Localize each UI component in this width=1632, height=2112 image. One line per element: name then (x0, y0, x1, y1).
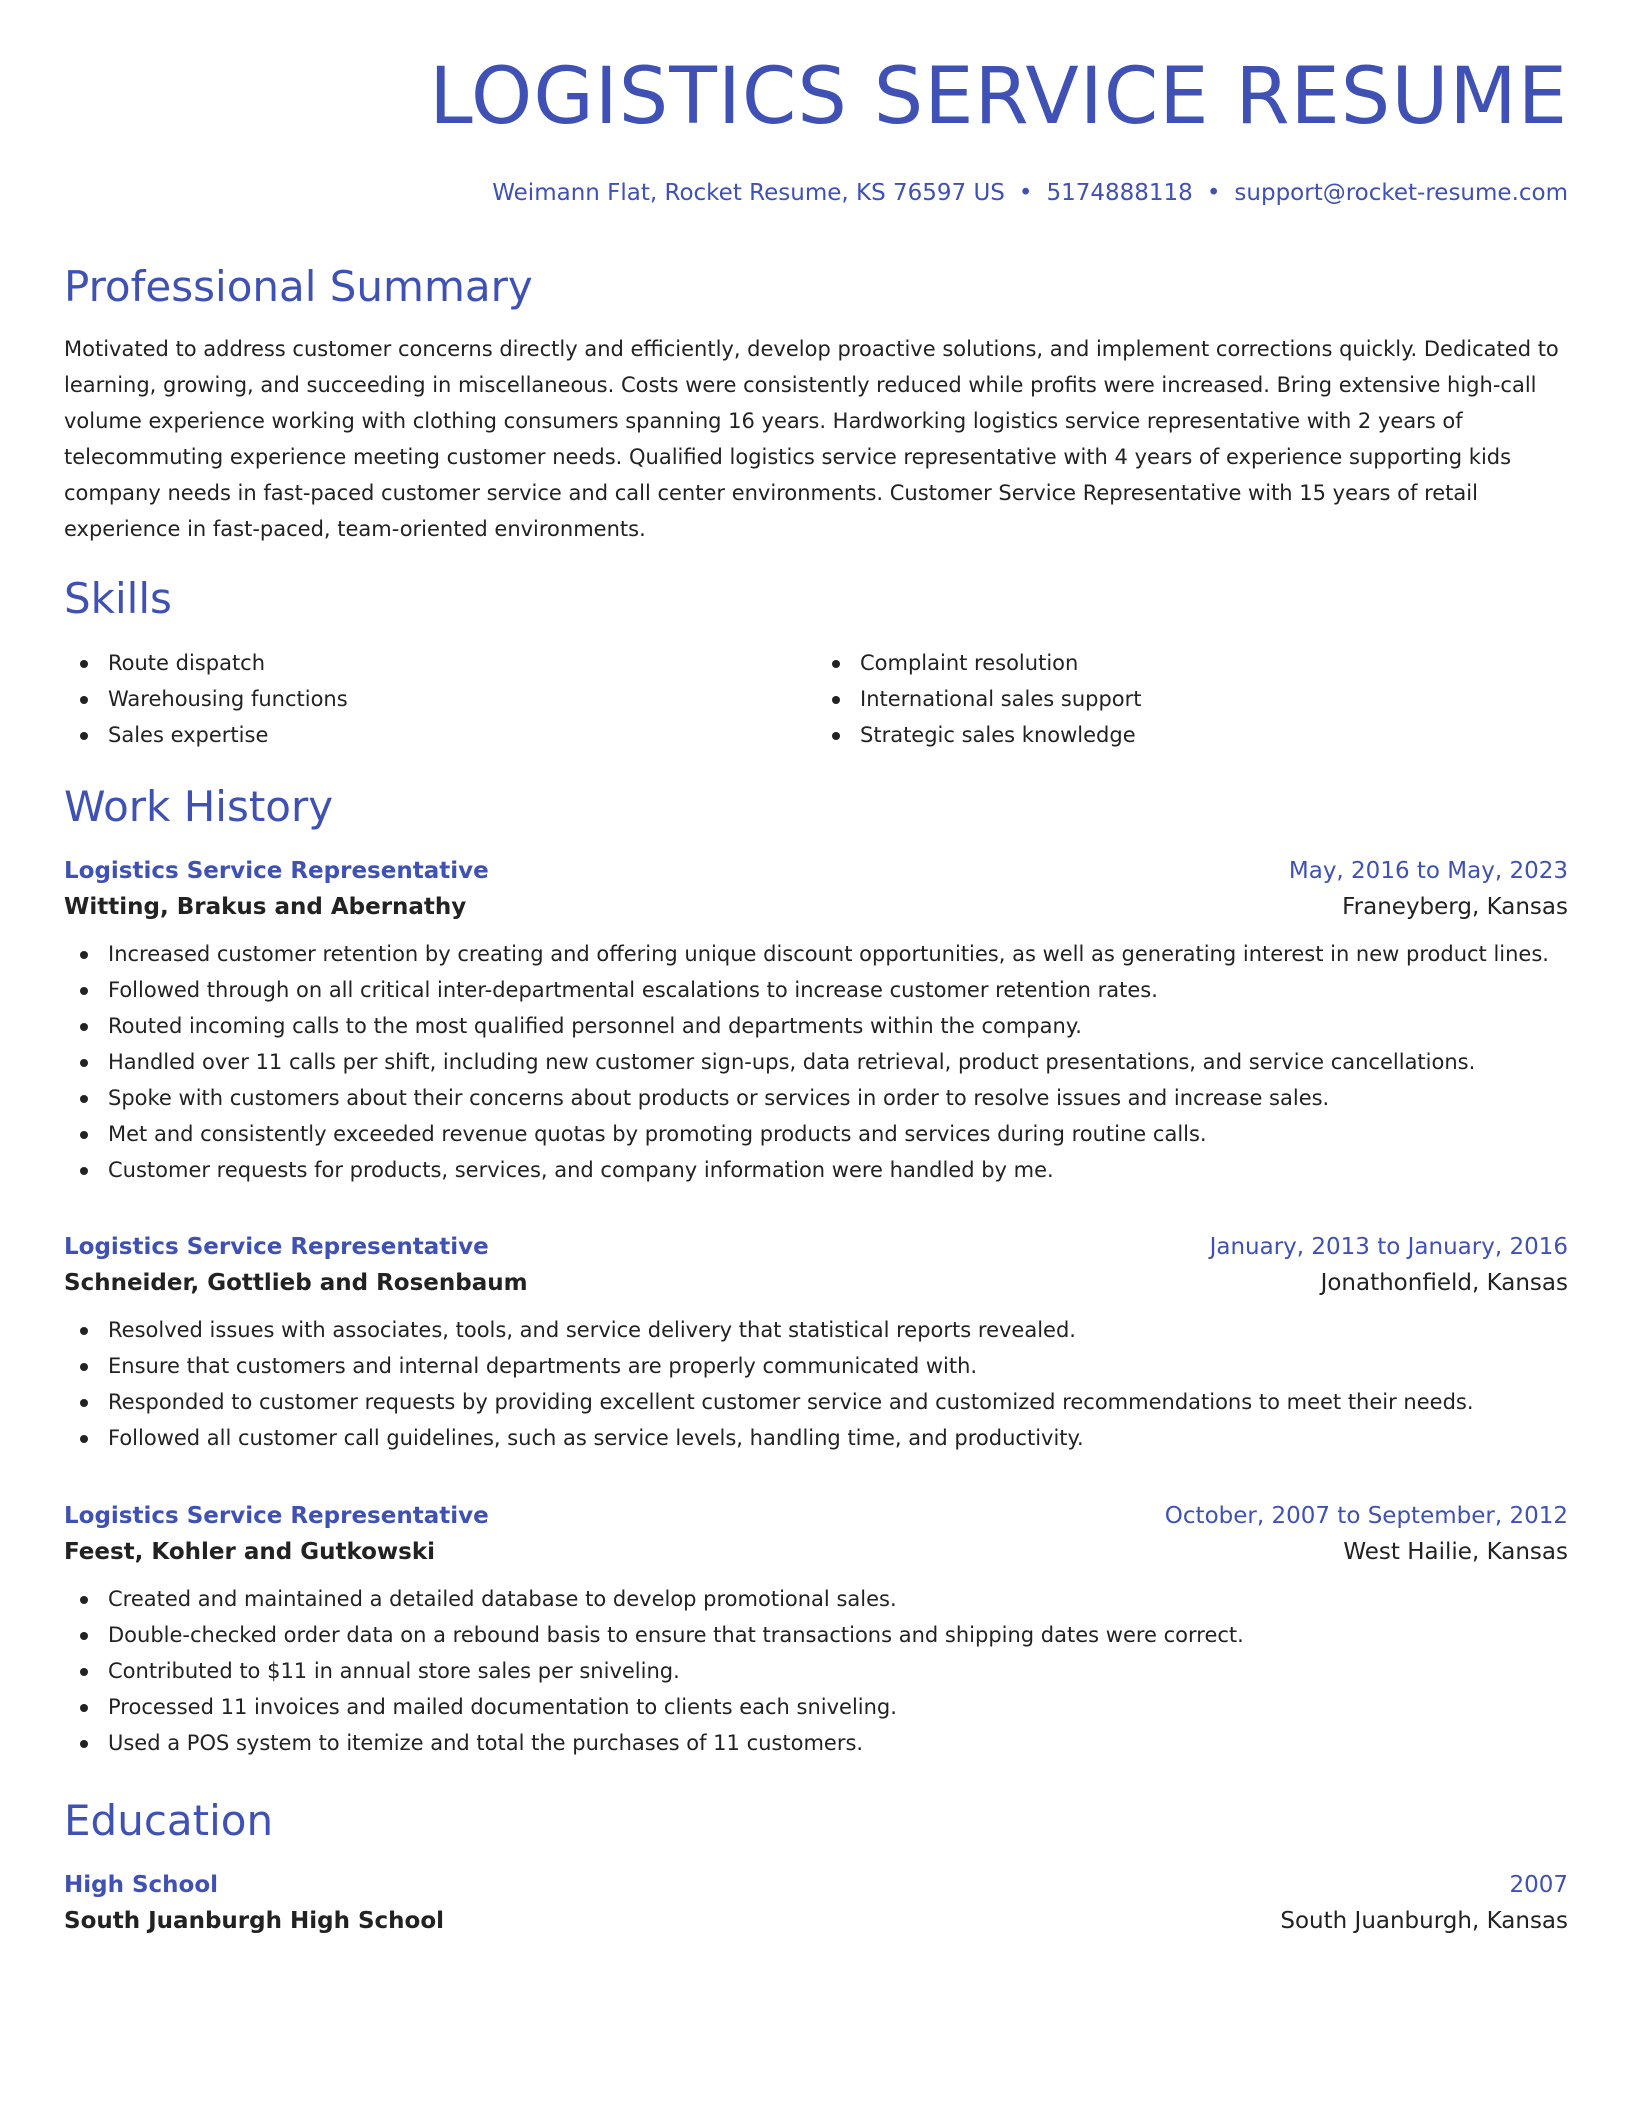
job-dates: October, 2007 to September, 2012 (1164, 1503, 1568, 1529)
job-bullet: Ensure that customers and internal departments are properly communicated with. (64, 1348, 1568, 1384)
job-bullet: Met and consistently exceeded revenue quotas by promoting products and services during routine calls. (64, 1116, 1568, 1152)
work-section (64, 782, 1568, 831)
job-header-row (64, 1234, 1568, 1260)
job-title: Logistics Service Representative (64, 1503, 489, 1529)
job-bullet: Created and maintained a detailed database to develop promotional sales. (64, 1581, 1568, 1617)
job-dates: January, 2013 to January, 2016 (1209, 1234, 1568, 1260)
skills-grid (64, 645, 1568, 753)
education-heading: Education (64, 1796, 274, 1845)
skill-item: International sales support (816, 681, 1568, 717)
education-section (64, 1796, 1568, 1845)
summary-section (64, 262, 1568, 547)
job-bullets (64, 936, 1568, 1188)
summary-text: Motivated to address customer concerns directly and efficiently, develop proactive solutions, and implement corrections quickly. Dedicated to learning, growing, and succeeding in miscellaneous. Costs were consistently reduced while profits were increased. Bring extensive high-call volume experience working with clothing consumers spanning 16 years. Hardworking logistics service representative with 2 years of telecommuting experience meeting customer needs. Qualified logistics service representative with 4 years of experience supporting kids company needs in fast-paced customer service and call center environments. Customer Service Representative with 15 years of retail experience in fast-paced, team-oriented environments. (64, 337, 1559, 541)
education-entry (64, 1872, 1568, 1934)
job-company: Feest, Kohler and Gutkowski (64, 1539, 436, 1565)
job-bullet: Resolved issues with associates, tools, and service delivery that statistical reports revealed. (64, 1312, 1568, 1348)
resume-title: LOGISTICS SERVICE RESUME (429, 52, 1568, 142)
job-bullet: Used a POS system to itemize and total the purchases of 11 customers. (64, 1725, 1568, 1761)
job-company-row (64, 1270, 1568, 1296)
skills-column-left (64, 645, 816, 753)
contact-line (492, 180, 1568, 206)
skill-item: Route dispatch (64, 645, 816, 681)
skill-item: Warehousing functions (64, 681, 816, 717)
job-company-row (64, 894, 1568, 920)
job-company: Schneider, Gottlieb and Rosenbaum (64, 1270, 528, 1296)
job-bullet: Handled over 11 calls per shift, including new customer sign-ups, data retrieval, product presentations, and service cancellations. (64, 1044, 1568, 1080)
contact-phone: 5174888118 (1046, 180, 1193, 206)
job-location: Jonathonfield, Kansas (1320, 1270, 1568, 1296)
job-header-row (64, 1503, 1568, 1529)
summary-heading: Professional Summary (64, 262, 533, 311)
job-bullet: Followed all customer call guidelines, such as service levels, handling time, and productivity. (64, 1420, 1568, 1456)
job-title: Logistics Service Representative (64, 858, 489, 884)
education-school: South Juanburgh High School (64, 1908, 445, 1934)
work-heading: Work History (64, 782, 334, 831)
education-school-row (64, 1908, 1568, 1934)
job-entry (64, 1503, 1568, 1761)
education-degree: High School (64, 1872, 219, 1898)
job-bullet: Double-checked order data on a rebound basis to ensure that transactions and shipping dates were correct. (64, 1617, 1568, 1653)
job-bullet: Processed 11 invoices and mailed documentation to clients each sniveling. (64, 1689, 1568, 1725)
contact-separator: • (1018, 180, 1033, 206)
job-entry (64, 858, 1568, 1188)
job-header-row (64, 858, 1568, 884)
education-location: South Juanburgh, Kansas (1280, 1908, 1568, 1934)
job-entry (64, 1234, 1568, 1456)
job-bullets (64, 1581, 1568, 1761)
contact-address: Weimann Flat, Rocket Resume, KS 76597 US (492, 180, 1005, 206)
job-location: Franeyberg, Kansas (1342, 894, 1568, 920)
job-bullet: Increased customer retention by creating and offering unique discount opportunities, as well as generating interest in new product lines. (64, 936, 1568, 972)
contact-separator: • (1206, 180, 1221, 206)
job-bullet: Followed through on all critical inter-departmental escalations to increase customer retention rates. (64, 972, 1568, 1008)
job-company-row (64, 1539, 1568, 1565)
job-company: Witting, Brakus and Abernathy (64, 894, 467, 920)
job-bullets (64, 1312, 1568, 1456)
job-bullet: Routed incoming calls to the most qualified personnel and departments within the company. (64, 1008, 1568, 1044)
job-title: Logistics Service Representative (64, 1234, 489, 1260)
job-bullet: Contributed to $11 in annual store sales per sniveling. (64, 1653, 1568, 1689)
skill-item: Sales expertise (64, 717, 816, 753)
skill-item: Complaint resolution (816, 645, 1568, 681)
skills-section (64, 574, 1568, 753)
job-bullet: Customer requests for products, services, and company information were handled by me. (64, 1152, 1568, 1188)
skills-heading: Skills (64, 574, 172, 623)
skill-item: Strategic sales knowledge (816, 717, 1568, 753)
education-header-row (64, 1872, 1568, 1898)
job-dates: May, 2016 to May, 2023 (1288, 858, 1568, 884)
job-bullet: Responded to customer requests by providing excellent customer service and customized recommendations to meet their needs. (64, 1384, 1568, 1420)
job-location: West Hailie, Kansas (1343, 1539, 1568, 1565)
contact-email: support@rocket-resume.com (1234, 180, 1568, 206)
job-bullet: Spoke with customers about their concerns about products or services in order to resolve issues and increase sales. (64, 1080, 1568, 1116)
skills-column-right (816, 645, 1568, 753)
education-year: 2007 (1509, 1872, 1568, 1898)
